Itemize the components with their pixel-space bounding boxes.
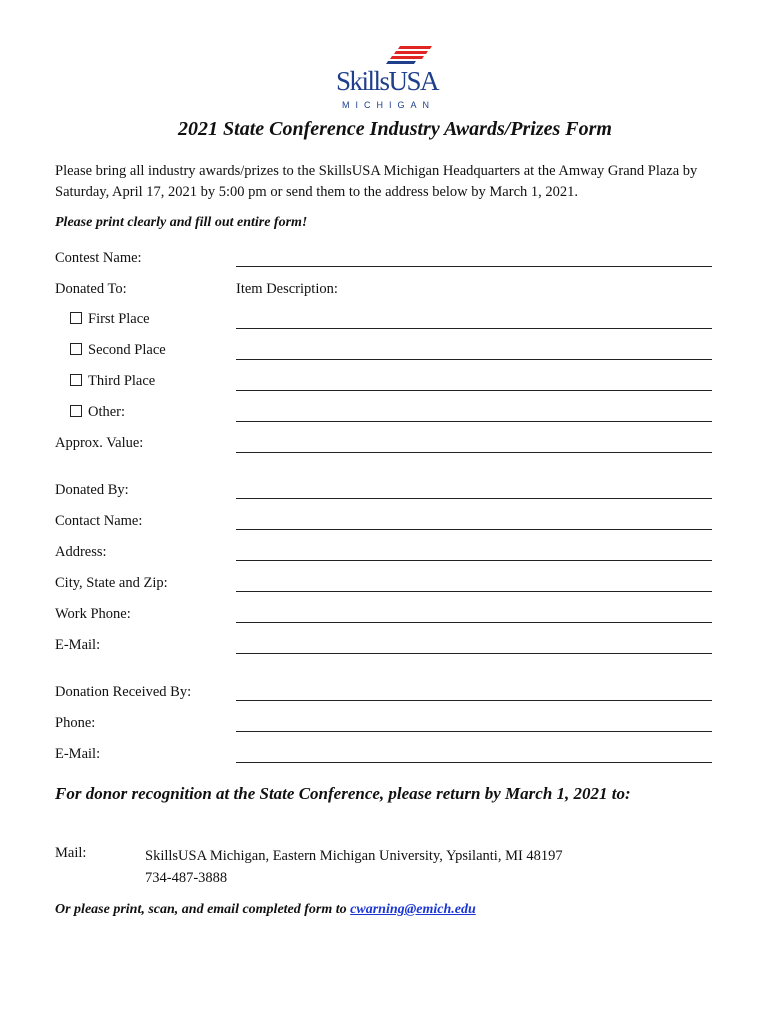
phone-label: Phone: — [55, 715, 96, 731]
email-label: E-Mail: — [55, 637, 101, 653]
city-state-zip-field[interactable] — [236, 591, 712, 592]
email-field[interactable] — [236, 653, 712, 654]
item-description-field-2[interactable] — [236, 359, 712, 360]
approx-value-field[interactable] — [236, 452, 712, 453]
checkbox-icon[interactable] — [70, 374, 82, 386]
flag-stripes-icon — [386, 46, 432, 68]
email-instruction: Or please print, scan, and email completed form to cwarning@emich.edu — [55, 902, 476, 917]
item-description-field-4[interactable] — [236, 421, 712, 422]
work-phone-label: Work Phone: — [55, 606, 131, 622]
checkbox-icon[interactable] — [70, 405, 82, 417]
received-by-field[interactable] — [236, 700, 712, 701]
approx-value-label: Approx. Value: — [55, 435, 144, 451]
checkbox-icon[interactable] — [70, 343, 82, 355]
mail-address-block — [145, 845, 563, 889]
checkbox-icon[interactable] — [70, 312, 82, 324]
email2-field[interactable] — [236, 762, 712, 763]
donor-recognition-heading: For donor recognition at the State Conference, please return by March 1, 2021 to: — [55, 784, 631, 803]
intro-paragraph: Please bring all industry awards/prizes to the SkillsUSA Michigan Headquarters at the Amway Grand Plaza by Saturday, April 17, 2021 by 5:00 pm or send them to the address below by March 1, 2021. — [55, 163, 698, 200]
instruction-text: Please print clearly and fill out entire form! — [55, 215, 308, 230]
email-link[interactable]: cwarning@emich.edu — [350, 902, 476, 917]
contest-name-field[interactable] — [236, 266, 712, 267]
option-second-place[interactable]: Second Place — [70, 342, 166, 359]
logo-wordmark: SkillsUSA — [336, 66, 439, 96]
work-phone-field[interactable] — [236, 622, 712, 623]
address-field[interactable] — [236, 560, 712, 561]
item-description-label: Item Description: — [236, 281, 338, 297]
mail-address: SkillsUSA Michigan, Eastern Michigan University, Ypsilanti, MI 48197 — [145, 848, 563, 864]
phone-field[interactable] — [236, 731, 712, 732]
mail-label: Mail: — [55, 845, 87, 861]
mail-phone: 734-487-3888 — [145, 870, 228, 886]
form-title: 2021 State Conference Industry Awards/Prizes Form — [178, 118, 612, 140]
skillsusa-michigan-logo — [334, 46, 439, 112]
address-label: Address: — [55, 544, 107, 560]
option-third-place[interactable]: Third Place — [70, 373, 155, 390]
email2-label: E-Mail: — [55, 746, 101, 762]
contact-name-label: Contact Name: — [55, 513, 143, 529]
contest-name-label: Contest Name: — [55, 250, 142, 266]
option-first-place[interactable]: First Place — [70, 311, 150, 328]
item-description-field-1[interactable] — [236, 328, 712, 329]
city-state-zip-label: City, State and Zip: — [55, 575, 168, 591]
donated-to-label: Donated To: — [55, 281, 127, 297]
option-other[interactable]: Other: — [70, 404, 125, 421]
donated-by-label: Donated By: — [55, 482, 129, 498]
donated-by-field[interactable] — [236, 498, 712, 499]
logo-subtext: MICHIGAN — [342, 100, 435, 110]
contact-name-field[interactable] — [236, 529, 712, 530]
received-by-label: Donation Received By: — [55, 684, 192, 700]
item-description-field-3[interactable] — [236, 390, 712, 391]
